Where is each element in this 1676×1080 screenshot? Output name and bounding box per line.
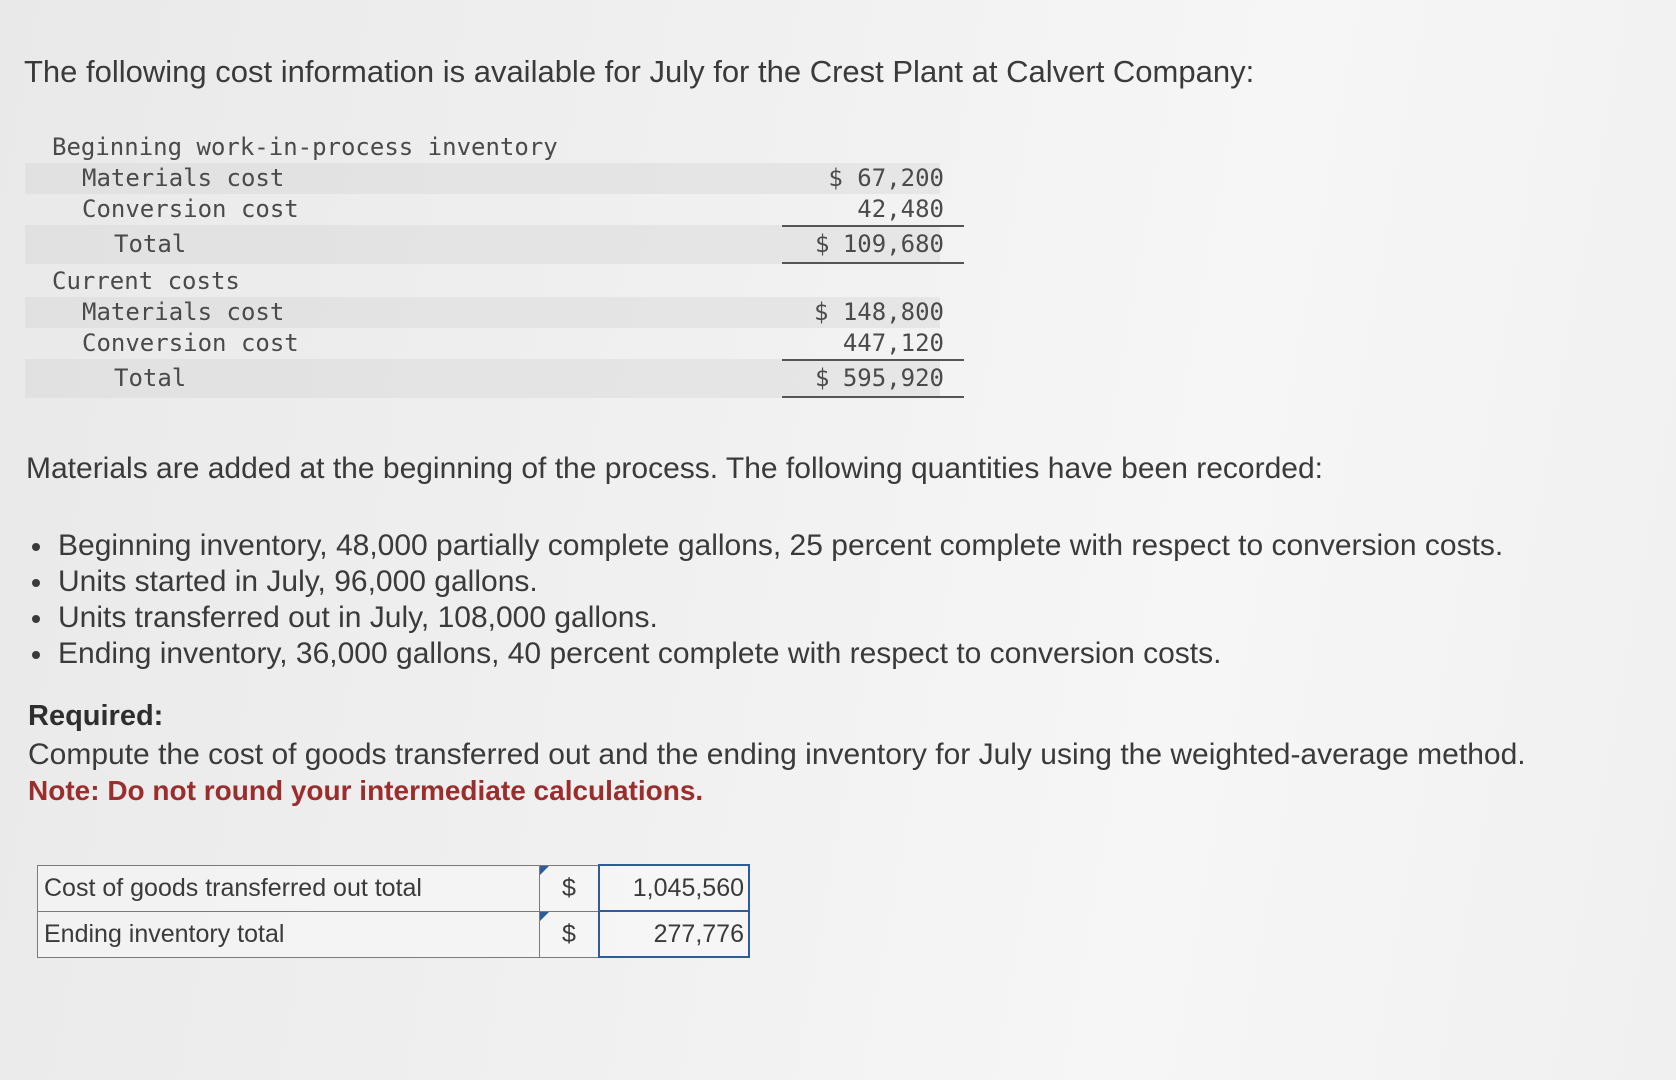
instruction-text: Compute the cost of goods transferred out and the ending inventory for July using the weighted-average method. xyxy=(28,738,1526,771)
ending-inventory-input[interactable]: 277,776 xyxy=(599,911,749,957)
current-conversion-row xyxy=(25,328,944,359)
total-amount xyxy=(782,225,964,264)
table-row xyxy=(38,865,750,911)
list-item: Units transferred out in July, 108,000 gallons. xyxy=(24,600,1503,636)
intro-text: The following cost information is available for July for the Crest Plant at Calvert Company: xyxy=(24,54,1255,89)
beginning-header-row xyxy=(25,132,940,163)
row-amount: $ 148,800 xyxy=(813,298,944,326)
table-row xyxy=(38,911,750,957)
note-text: Note: Do not round your intermediate calculations. xyxy=(28,775,704,806)
answer-table xyxy=(37,864,750,958)
answer-label: Ending inventory total xyxy=(38,911,540,957)
currency-symbol: $ xyxy=(540,865,600,911)
currency-symbol: $ xyxy=(815,230,830,258)
total-amount xyxy=(782,359,964,398)
beginning-conversion-row xyxy=(25,194,944,225)
currency-symbol: $ xyxy=(815,364,830,392)
list-item: Ending inventory, 36,000 gallons, 40 percent complete with respect to conversion costs. xyxy=(24,636,1503,672)
answer-label: Cost of goods transferred out total xyxy=(38,865,540,911)
cost-table xyxy=(25,132,944,398)
row-label: Total xyxy=(114,364,187,392)
row-label: Conversion cost xyxy=(82,195,299,223)
beginning-materials-row xyxy=(25,163,944,194)
total-value: 109,680 xyxy=(842,230,944,258)
row-label: Materials cost xyxy=(82,298,285,326)
row-amount: 447,120 xyxy=(842,329,944,357)
beginning-header: Beginning work-in-process inventory xyxy=(52,133,558,161)
row-amount: 42,480 xyxy=(857,195,944,223)
list-item: Units started in July, 96,000 gallons. xyxy=(24,564,1503,600)
row-label: Total xyxy=(114,230,187,258)
quantities-list xyxy=(24,528,1503,672)
quantities-paragraph: Materials are added at the beginning of the process. The following quantities have been recorded: xyxy=(26,452,1323,485)
current-materials-row xyxy=(25,297,944,328)
cogs-transferred-out-input[interactable]: 1,045,560 xyxy=(599,865,749,911)
beginning-total-row xyxy=(25,225,944,264)
row-amount: $ 67,200 xyxy=(828,164,944,192)
row-label: Materials cost xyxy=(82,164,285,192)
row-label: Conversion cost xyxy=(82,329,299,357)
current-header: Current costs xyxy=(52,267,240,295)
list-item: Beginning inventory, 48,000 partially complete gallons, 25 percent complete with respect to conversion costs. xyxy=(24,528,1503,564)
current-header-row xyxy=(25,266,940,297)
required-heading: Required: xyxy=(28,700,164,732)
currency-symbol: $ xyxy=(540,911,600,957)
current-total-row xyxy=(25,359,944,398)
total-value: 595,920 xyxy=(842,364,944,392)
